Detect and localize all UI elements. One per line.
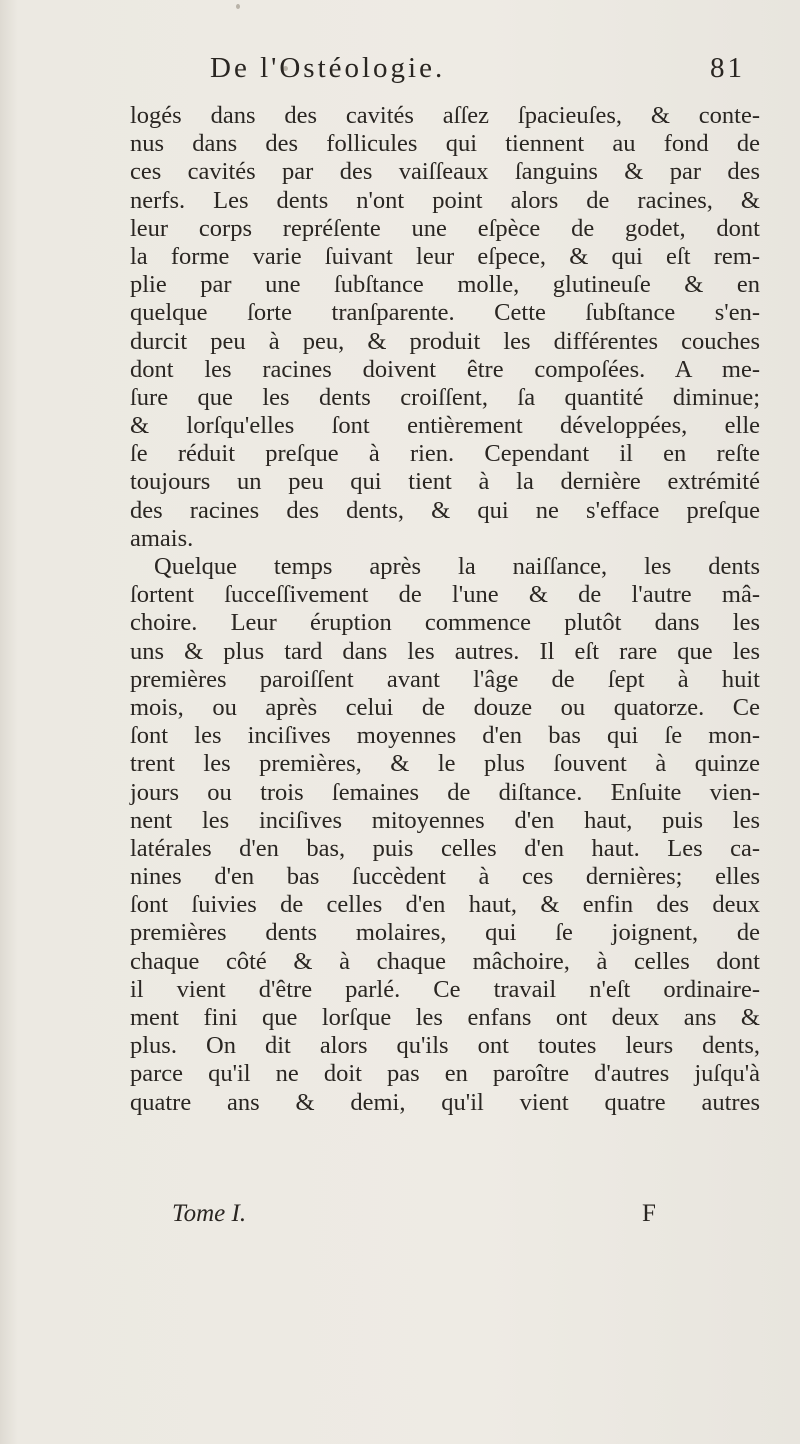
- text-line: ces cavités par des vaiſſeaux ſanguins & par des: [130, 158, 760, 186]
- text-line: trent les premières, & le plus ſouvent à quinze: [130, 750, 760, 778]
- text-line: & lorſqu'elles ſont entièrement développées, elle: [130, 412, 760, 440]
- text-line: latérales d'en bas, puis celles d'en haut. Les ca-: [130, 834, 760, 862]
- text-line: jours ou trois ſemaines de diſtance. Enſuite vien-: [130, 778, 760, 806]
- text-line: ment fini que lorſque les enfans ont deux ans &: [130, 1004, 760, 1031]
- text-line: logés dans des cavités aſſez ſpacieuſes, & conte-: [130, 102, 760, 129]
- text-line: mois, ou après celui de douze ou quatorze. Ce: [130, 693, 760, 721]
- text-line: ſe réduit preſque à rien. Cependant il en reſte: [130, 440, 760, 468]
- text-line: quelque ſorte tranſparente. Cette ſubſtance s'en-: [130, 299, 760, 327]
- text-line: dont les racines doivent être compoſées. A me-: [130, 355, 760, 383]
- text-line: choire. Leur éruption commence plutôt dans les: [130, 609, 760, 637]
- ink-speck: [236, 4, 240, 9]
- signature-mark: F: [642, 1200, 656, 1227]
- text-line: uns & plus tard dans les autres. Il eſt rare que les: [130, 637, 760, 665]
- text-line: premières dents molaires, qui ſe joignent, de: [130, 919, 760, 947]
- text-line: parce qu'il ne doit pas en paroître d'autres juſqu'à: [130, 1060, 760, 1088]
- text-line: durcit peu à peu, & produit les différentes couches: [130, 327, 760, 355]
- text-line: la forme varie ſuivant leur eſpece, & qui eſt rem-: [130, 242, 760, 270]
- text-line: plie par une ſubſtance molle, glutineuſe & en: [130, 271, 760, 299]
- text-line: plus. On dit alors qu'ils ont toutes leurs dents,: [130, 1032, 760, 1060]
- text-line: des racines des dents, & qui ne s'efface preſque: [130, 496, 760, 524]
- text-line-paragraph-end: amais.: [130, 524, 194, 552]
- text-line: nent les inciſives mitoyennes d'en haut, puis les: [130, 806, 760, 834]
- text-line: nus dans des follicules qui tiennent au fond de: [130, 130, 760, 158]
- text-line: toujours un peu qui tient à la dernière extrémité: [130, 468, 760, 496]
- body-text: [130, 102, 760, 1117]
- page-number: 81: [710, 52, 745, 84]
- volume-label: Tome I.: [172, 1200, 247, 1227]
- text-line: ſont ſuivies de celles d'en haut, & enfin des deux: [130, 891, 760, 919]
- text-line-paragraph-start: Quelque temps après la naiſſance, les dents: [154, 553, 760, 580]
- text-line: premières paroiſſent avant l'âge de ſept à huit: [130, 665, 760, 693]
- page-header: [125, 52, 745, 92]
- text-line: ſont les inciſives moyennes d'en bas qui ſe mon-: [130, 722, 760, 750]
- text-line: nerfs. Les dents n'ont point alors de racines, &: [130, 186, 760, 214]
- text-line: ſure que les dents croiſſent, ſa quantité diminue;: [130, 383, 760, 411]
- text-line: il vient d'être parlé. Ce travail n'eſt ordinaire-: [130, 975, 760, 1003]
- page-footer: [172, 1200, 732, 1232]
- text-line: leur corps repréſente une eſpèce de godet, dont: [130, 214, 760, 242]
- text-line: nines d'en bas ſuccèdent à ces dernières; elles: [130, 863, 760, 891]
- text-line: ſortent ſucceſſivement de l'une & de l'autre mâ-: [130, 581, 760, 609]
- text-line: chaque côté & à chaque mâchoire, à celles dont: [130, 947, 760, 975]
- text-line: quatre ans & demi, qu'il vient quatre autres: [130, 1088, 760, 1116]
- running-title: De l'Ostéologie.: [210, 52, 446, 84]
